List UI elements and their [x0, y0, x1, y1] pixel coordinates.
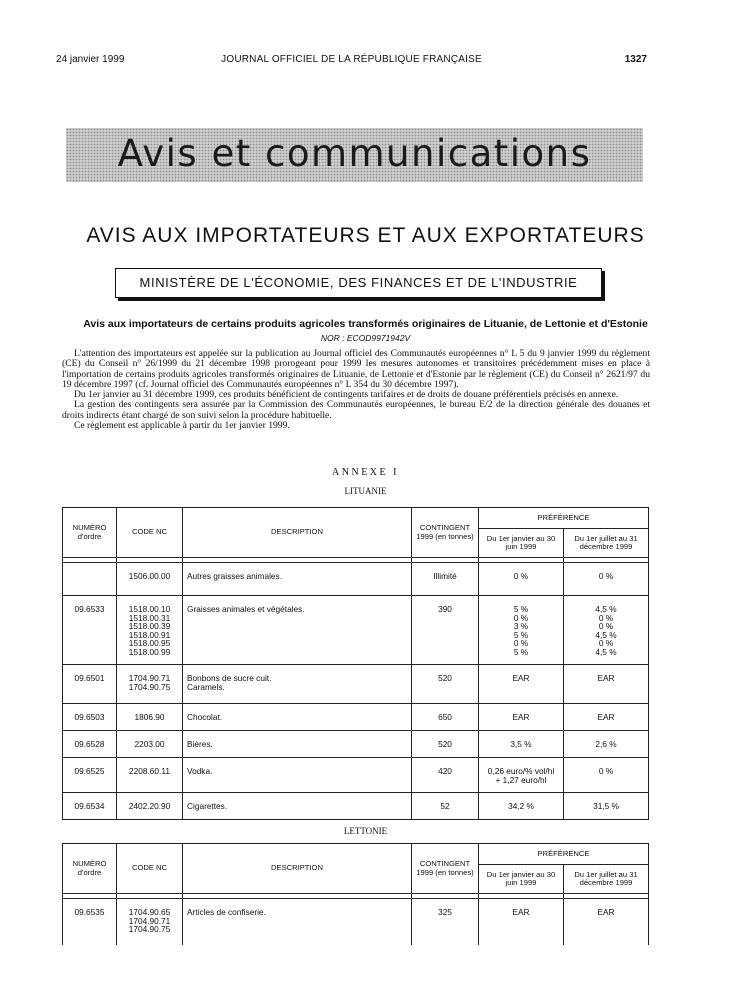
preference-h1-cell: 3,5 %: [479, 731, 564, 758]
order-number-cell: 09.6525: [63, 758, 117, 793]
table-row: [63, 793, 649, 820]
description-cell: Bonbons de sucre cuit. Caramels.: [183, 665, 412, 704]
ministry-box: MINISTÈRE DE L'ÉCONOMIE, DES FINANCES ET DE L'INDUSTRIE: [115, 268, 602, 298]
contingent-cell: 52: [412, 793, 479, 820]
contingent-cell: 520: [412, 731, 479, 758]
preference-h1-cell: EAR: [479, 665, 564, 704]
contingent-cell: 520: [412, 665, 479, 704]
order-number-cell: 09.6535: [63, 899, 117, 946]
contingent-cell: 325: [412, 899, 479, 946]
nc-code-cell: 2208.60.11: [117, 758, 183, 793]
description-cell: Autres graisses animales.: [183, 563, 412, 596]
preference-h2-cell: 31,5 %: [564, 793, 649, 820]
table-row: [63, 758, 649, 793]
table-row: [63, 596, 649, 665]
order-number-cell: 09.6503: [63, 704, 117, 731]
nc-code-cell: 1506.00.00: [117, 563, 183, 596]
preference-h2-cell: EAR: [564, 665, 649, 704]
nc-code-cell: 1806.90: [117, 704, 183, 731]
banner-title: Avis et communications: [117, 132, 592, 175]
col-header-pref1: Du 1er janvier au 30 juin 1999: [479, 529, 564, 558]
paragraph: L'attention des importateurs est appelée sur la publication au Journal officiel des Communautés européennes n° L 5 du 9 janvier 1999 du règlement (CE) du Conseil n° 26/1999 du 21 décembre 1998 prorogeant pour 1999 les mesures autonomes et transitoires précédemment mises en place à l'importation de certains produits agricoles transformés originaires de Lituanie, de Lettonie et d'Estonie par le règlement (CE) du Conseil n° 2621/97 du 19 décembre 1997 (cf. Journal officiel des Communautés européennes n° L 354 du 30 décembre 1997).: [62, 348, 650, 390]
table-row: [63, 899, 649, 946]
preference-h1-cell: 34,2 %: [479, 793, 564, 820]
nc-code-cell: 2402.20.90: [117, 793, 183, 820]
table-body: [63, 558, 649, 820]
preference-h2-cell: 4,5 % 0 % 0 % 4,5 % 0 % 4,5 %: [564, 596, 649, 665]
col-header-contingent: CONTINGENT 1999 (en tonnes): [412, 508, 479, 558]
table-row: [63, 563, 649, 596]
preference-h1-cell: 0 %: [479, 563, 564, 596]
notice-body: [62, 349, 650, 431]
nc-code-cell: 1704.90.65 1704.90.71 1704.90.75: [117, 899, 183, 946]
contingent-cell: 390: [412, 596, 479, 665]
description-cell: Bières.: [183, 731, 412, 758]
order-number-cell: 09.6528: [63, 731, 117, 758]
description-cell: Cigarettes.: [183, 793, 412, 820]
col-header-code: CODE NC: [117, 844, 183, 894]
annex-table-lettonie: [62, 843, 649, 945]
nc-code-cell: 1704.90.71 1704.90.75: [117, 665, 183, 704]
order-number-cell: 09.6534: [63, 793, 117, 820]
col-header-pref2: Du 1er juillet au 31 décembre 1999: [564, 529, 649, 558]
table-row: [63, 731, 649, 758]
country-heading: LETTONIE: [343, 826, 388, 836]
order-number-cell: 09.6533: [63, 596, 117, 665]
table-row: [63, 665, 649, 704]
col-header-num: NUMÉRO d'ordre: [63, 844, 117, 894]
section-banner: [66, 128, 643, 182]
preference-h2-cell: EAR: [564, 704, 649, 731]
col-header-num: NUMÉRO d'ordre: [63, 508, 117, 558]
order-number-cell: [63, 563, 117, 596]
nor-reference: NOR : ECOD9971942V: [320, 333, 411, 343]
preference-h2-cell: 0 %: [564, 563, 649, 596]
description-cell: Articles de confiserie.: [183, 899, 412, 946]
col-header-desc: DESCRIPTION: [183, 844, 412, 894]
country-heading: LITUANIE: [344, 486, 387, 496]
nc-code-cell: 2203.00: [117, 731, 183, 758]
col-header-pref1: Du 1er janvier au 30 juin 1999: [479, 865, 564, 894]
col-header-code: CODE NC: [117, 508, 183, 558]
col-header-preference: PRÉFÉRENCE: [479, 844, 649, 865]
section-title: AVIS AUX IMPORTATEURS ET AUX EXPORTATEURS: [86, 224, 645, 247]
preference-h2-cell: 0 %: [564, 758, 649, 793]
col-header-preference: PRÉFÉRENCE: [479, 508, 649, 529]
preference-h1-cell: 5 % 0 % 3 % 5 % 0 % 5 %: [479, 596, 564, 665]
preference-h2-cell: EAR: [564, 899, 649, 946]
notice-title: Avis aux importateurs de certains produits agricoles transformés originaires de Lituanie, de Lettonie et d'Estonie: [83, 318, 648, 330]
journal-name: JOURNAL OFFICIEL DE LA RÉPUBLIQUE FRANÇAISE: [221, 54, 482, 65]
contingent-cell: 420: [412, 758, 479, 793]
nc-code-cell: 1518.00.10 1518.00.31 1518.00.39 1518.00.91 1518.00.95 1518.00.99: [117, 596, 183, 665]
page-number: 1327: [624, 54, 647, 65]
preference-h1-cell: 0,26 euro/% vol/hl + 1,27 euro/hl: [479, 758, 564, 793]
table-row: [63, 704, 649, 731]
paragraph: Ce règlement est applicable à partir du 1er janvier 1999.: [74, 420, 290, 432]
col-header-desc: DESCRIPTION: [183, 508, 412, 558]
contingent-cell: 650: [412, 704, 479, 731]
running-header: [56, 54, 647, 70]
annex-table-lituanie: [62, 507, 649, 820]
description-cell: Vodka.: [183, 758, 412, 793]
order-number-cell: 09.6501: [63, 665, 117, 704]
preference-h2-cell: 2,6 %: [564, 731, 649, 758]
description-cell: Graisses animales et végétales.: [183, 596, 412, 665]
col-header-pref2: Du 1er juillet au 31 décembre 1999: [564, 865, 649, 894]
paragraph: Du 1er janvier au 31 décembre 1999, ces produits bénéficient de contingents tarifaires et de droits de douane préférentiels précisés en annexe.: [74, 389, 619, 401]
annex-title: ANNEXE I: [332, 467, 399, 478]
preference-h1-cell: EAR: [479, 899, 564, 946]
table-body: [63, 894, 649, 946]
preference-h1-cell: EAR: [479, 704, 564, 731]
description-cell: Chocolat.: [183, 704, 412, 731]
contingent-cell: Illimité: [412, 563, 479, 596]
paragraph: La gestion des contingents sera assurée par la Commission des Communautés européennes, le bureau E/2 de la direction générale des douanes et droits indirects étant chargé de son suivi selon la procédure habituelle.: [62, 399, 650, 421]
col-header-contingent: CONTINGENT 1999 (en tonnes): [412, 844, 479, 894]
issue-date: 24 janvier 1999: [56, 54, 125, 65]
